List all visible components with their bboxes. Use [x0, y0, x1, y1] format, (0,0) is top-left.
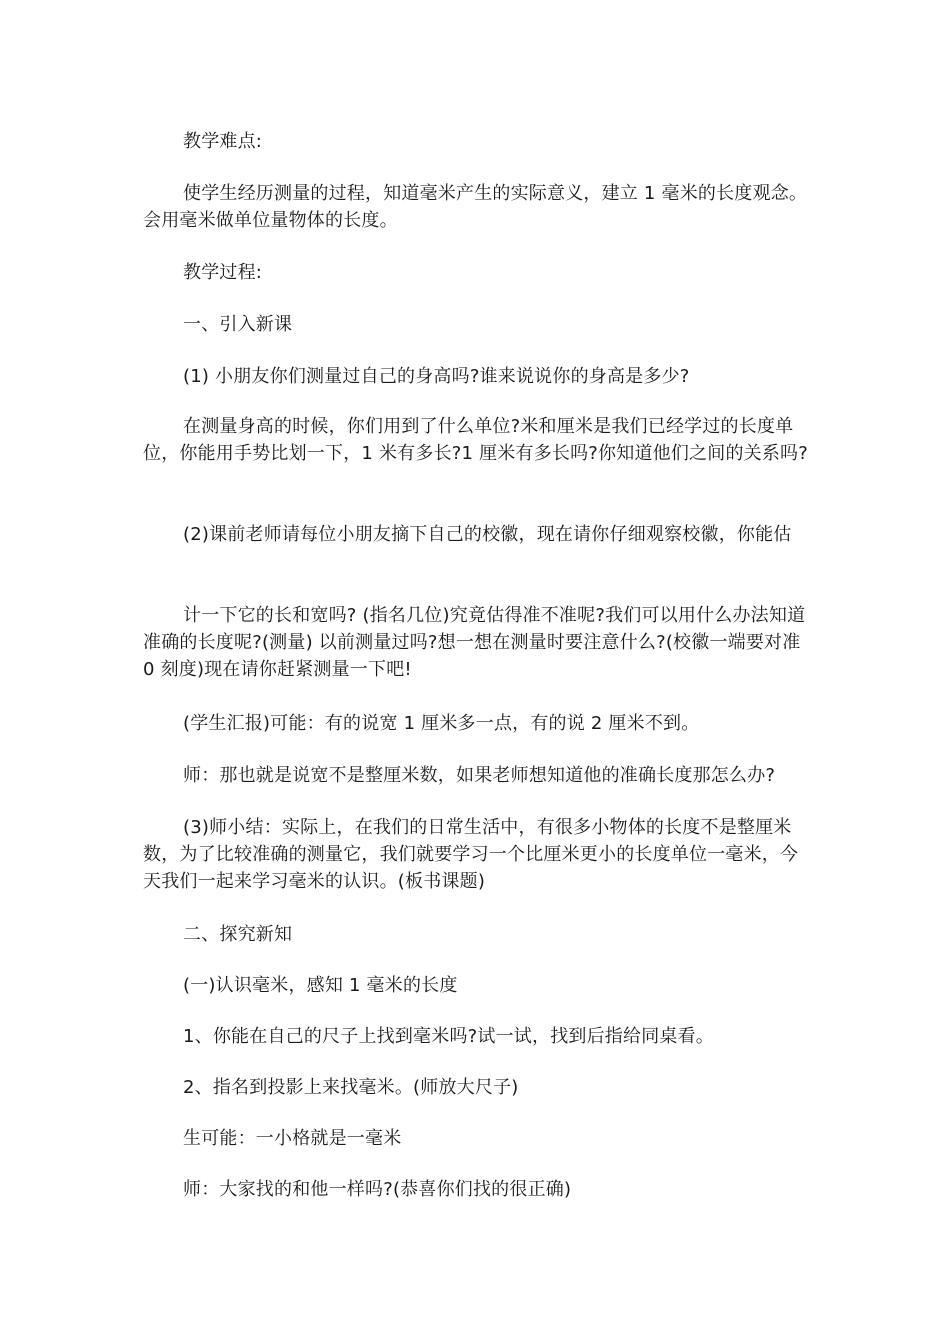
paragraph-step-2: 2、指名到投影上来找毫米。(师放大尺子): [183, 1077, 519, 1098]
subsection-heading-millimeter: (一)认识毫米，感知 1 毫米的长度: [183, 975, 458, 996]
paragraph-student-answer: 生可能：一小格就是一毫米: [183, 1128, 402, 1149]
section-heading-introduction: 一、引入新课: [183, 314, 293, 335]
paragraph-estimate-measure: 计一下它的长和宽吗? (指名几位)究竟估得准不准呢?我们可以用什么办法知道准确的长度呢?(测量) 以前测量过吗?想一想在测量时要注意什么?(校徽一端要对准 0 刻度)现在请你赶紧测量一下吧!: [143, 605, 806, 680]
paragraph-teaching-process-heading: 教学过程:: [183, 262, 263, 283]
paragraph-teacher-summary: (3)师小结：实际上，在我们的日常生活中，有很多小物体的长度不是整厘米数，为了比较准确的测量它，我们就要学习一个比厘米更小的长度单位一毫米，今天我们一起来学习毫米的认识。(板书课题): [143, 817, 799, 892]
paragraph-teacher-confirm: 师：大家找的和他一样吗?(恭喜你们找的很正确): [183, 1179, 572, 1200]
paragraph-school-badge: (2)课前老师请每位小朋友摘下自己的校徽，现在请你仔细观察校徽，你能估: [183, 524, 792, 545]
paragraph-question-height: (1) 小朋友你们测量过自己的身高吗?谁来说说你的身高是多少?: [183, 366, 690, 387]
paragraph-student-report: (学生汇报)可能：有的说宽 1 厘米多一点，有的说 2 厘米不到。: [183, 713, 700, 734]
section-heading-explore: 二、探究新知: [183, 924, 293, 945]
paragraph-teacher-question: 师：那也就是说宽不是整厘米数，如果老师想知道他的准确长度那怎么办?: [183, 765, 776, 786]
paragraph-units-discussion: 在测量身高的时候，你们用到了什么单位?米和厘米是我们已经学过的长度单位，你能用手势比划一下，1 米有多长?1 厘米有多长吗?你知道他们之间的关系吗?: [143, 416, 809, 464]
paragraph-step-1: 1、你能在自己的尺子上找到毫米吗?试一试，找到后指给同桌看。: [183, 1026, 715, 1047]
paragraph-teaching-difficulty-heading: 教学难点:: [183, 131, 263, 152]
paragraph-teaching-difficulty-text: 使学生经历测量的过程，知道毫米产生的实际意义，建立 1 毫米的长度观念。会用毫米做单位量物体的长度。: [143, 183, 808, 231]
